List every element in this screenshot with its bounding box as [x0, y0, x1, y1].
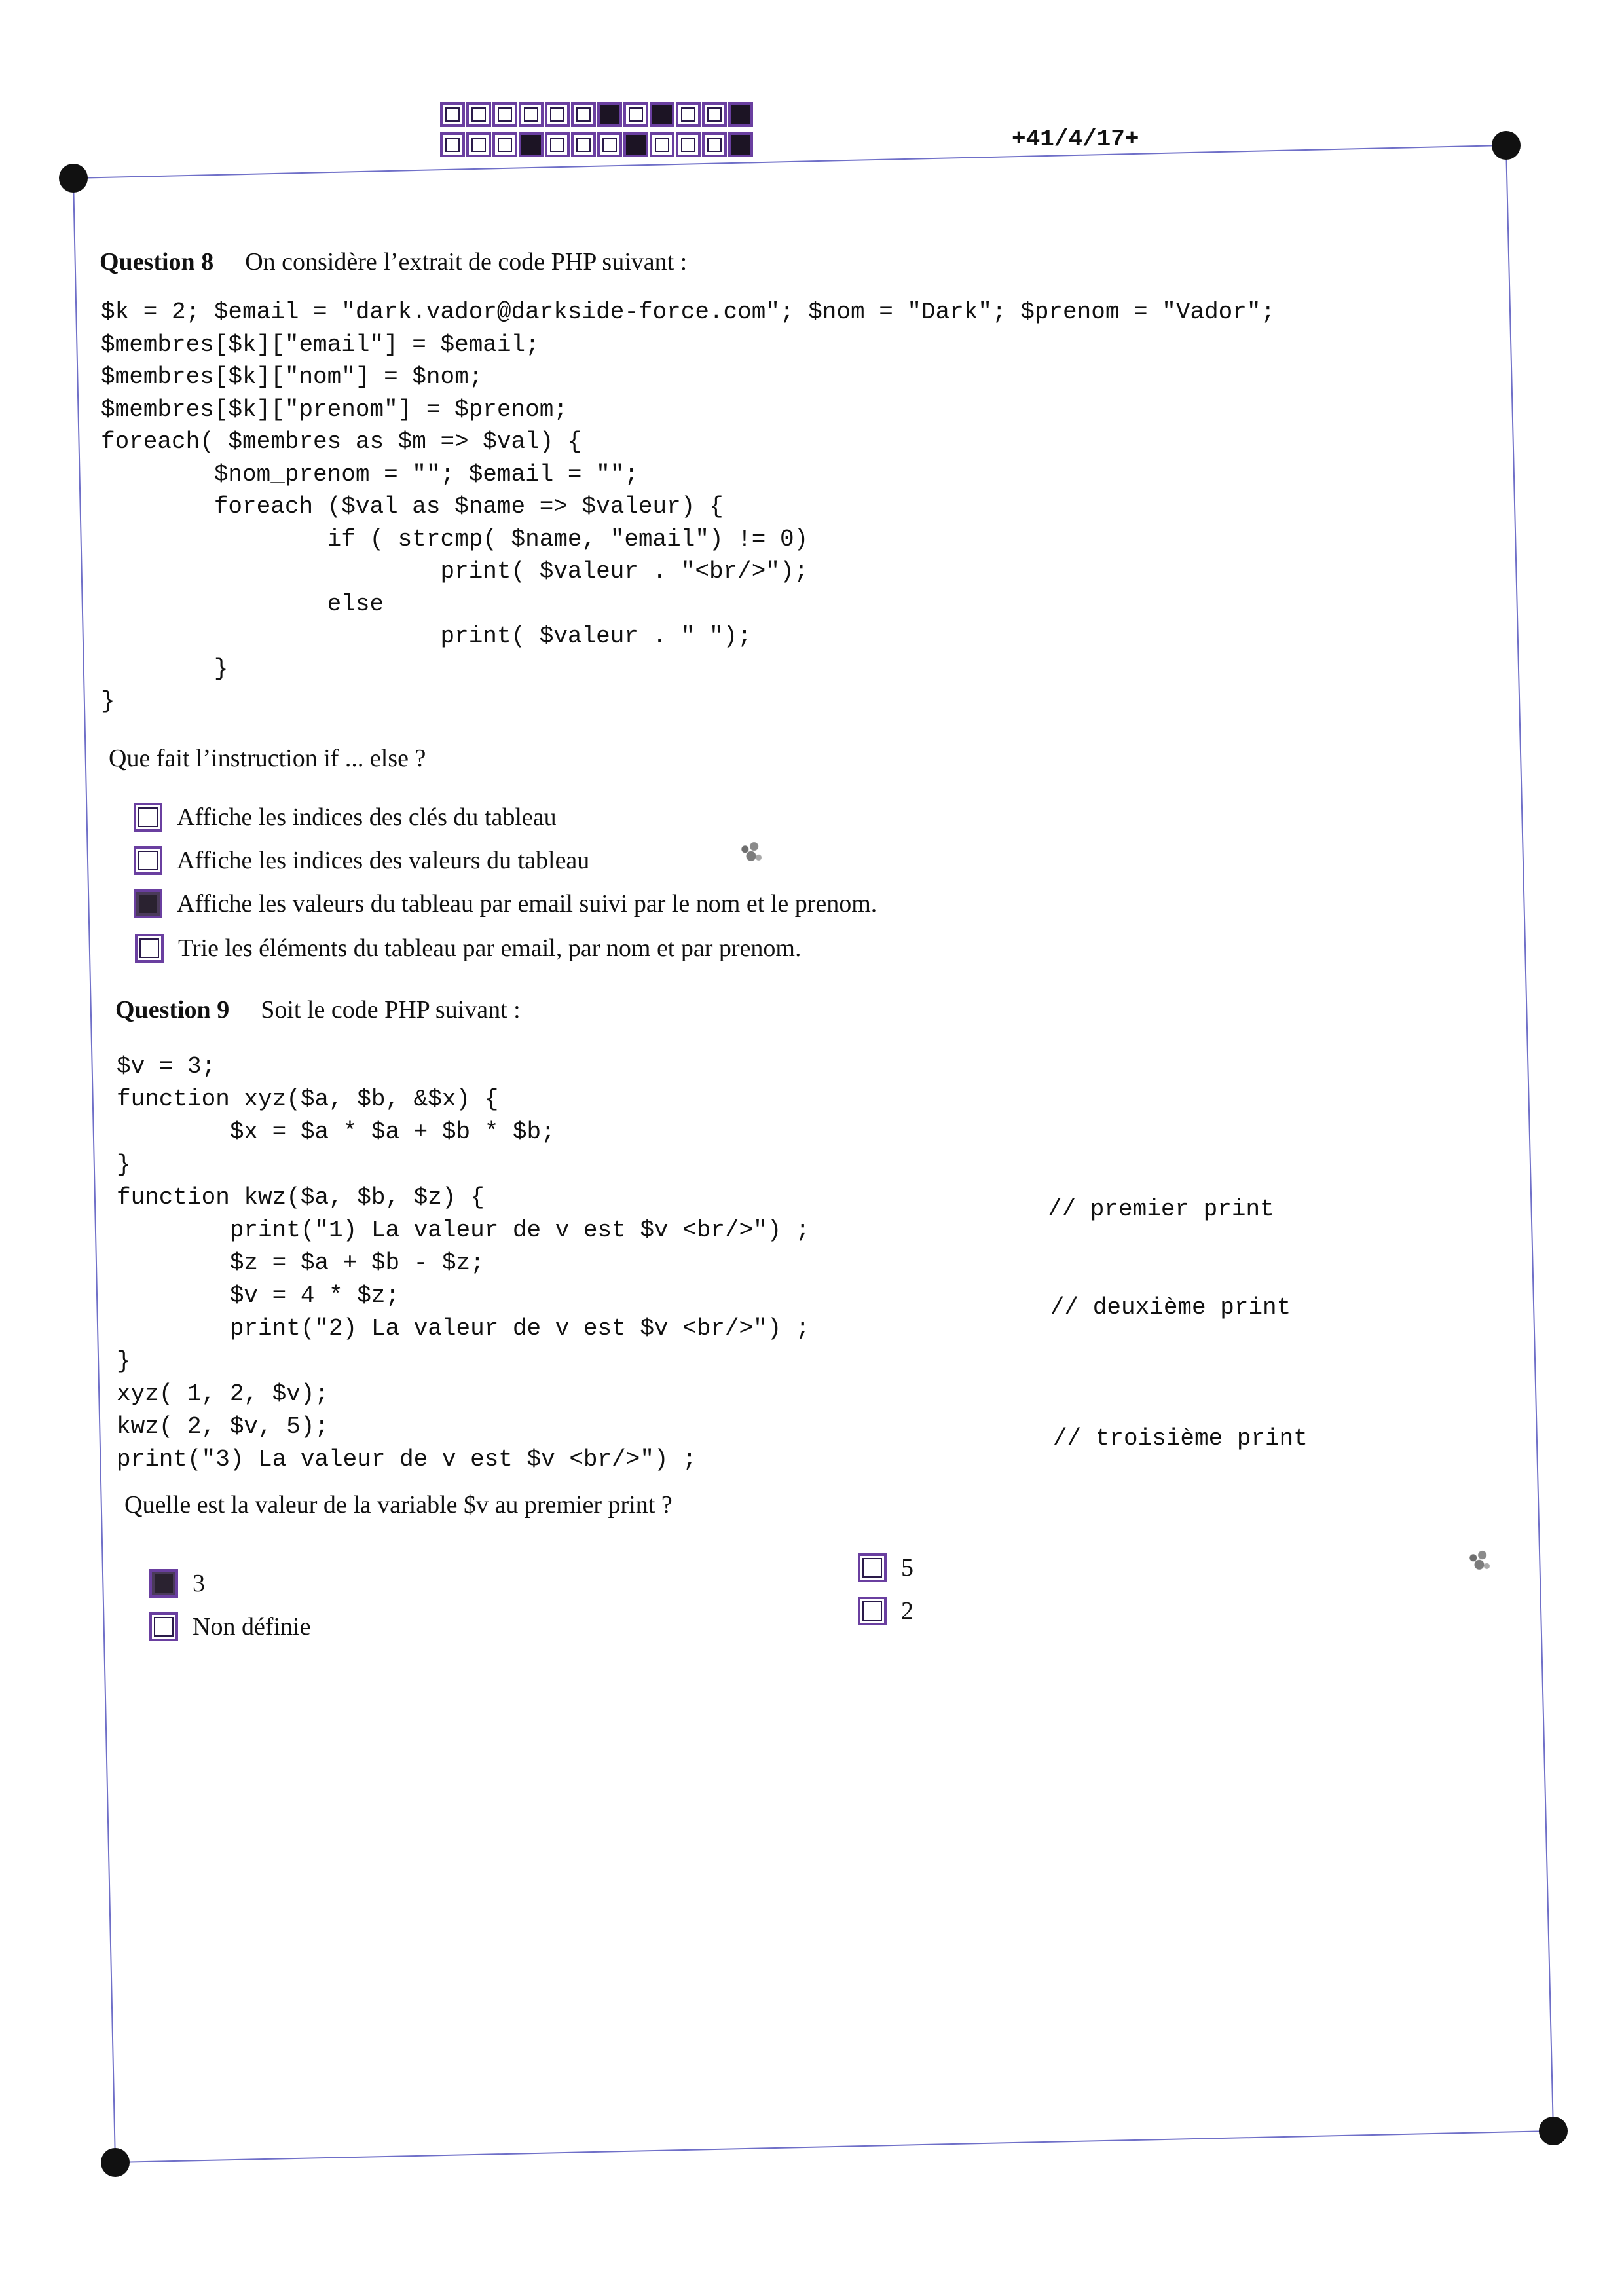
question-8-code: $k = 2; $email = "dark.vador@darkside-force.com"; $nom = "Dark"; $prenom = "Vador"; $membres[$k]["email"] = $email; $membres[$k]["nom"] = $nom; $membres[$k]["prenom"] = $prenom; foreach( $membres as $m => $val) { $nom_prenom = ""; $email = ""; foreach ($val as $name => $valeur) { if ( strcmp( $name, "email") != 0) print( $valeur . "<br/>"); else print( $valeur . " "); } }: [101, 299, 1276, 714]
question-8-label: Question 8: [100, 248, 214, 276]
question-9-answer-1[interactable]: [149, 1569, 205, 1598]
id-box-r2-2[interactable]: [466, 132, 491, 157]
question-8-answer-1[interactable]: [134, 803, 557, 832]
question-9-answer-3[interactable]: [858, 1553, 913, 1582]
id-box-r2-7[interactable]: [597, 132, 622, 157]
corner-mark-top-left: [59, 164, 88, 193]
question-8-answer-3[interactable]: [134, 889, 877, 918]
id-box-r2-8[interactable]: [623, 132, 648, 157]
id-box-r2-9[interactable]: [650, 132, 674, 157]
q9-answer-label-2: Non définie: [193, 1613, 311, 1640]
frame-right-line: [1506, 145, 1553, 2131]
id-box-r2-6[interactable]: [571, 132, 596, 157]
q9-answer-label-4: 2: [901, 1597, 913, 1625]
id-box-r1-7[interactable]: [597, 102, 622, 127]
q9-checkbox-3[interactable]: [858, 1553, 887, 1582]
q8-answer-label-3: Affiche les valeurs du tableau par email suivi par le nom et le prenom.: [177, 890, 877, 917]
id-box-r2-4[interactable]: [519, 132, 544, 157]
id-box-r1-5[interactable]: [545, 102, 570, 127]
question-8-answer-4[interactable]: [135, 934, 801, 963]
id-box-r2-12[interactable]: [728, 132, 753, 157]
id-box-r1-8[interactable]: [623, 102, 648, 127]
id-box-r1-11[interactable]: [702, 102, 727, 127]
question-9-intro: Soit le code PHP suivant :: [261, 996, 521, 1024]
id-box-r1-1[interactable]: [440, 102, 465, 127]
q8-answer-label-1: Affiche les indices des clés du tableau: [177, 804, 557, 831]
page-code: +41/4/17+: [1012, 126, 1139, 153]
question-8-title: [100, 248, 687, 276]
q8-answer-label-2: Affiche les indices des valeurs du tableau: [177, 847, 590, 874]
id-box-r1-6[interactable]: [571, 102, 596, 127]
student-id-row-2: [440, 132, 754, 157]
id-box-r2-3[interactable]: [492, 132, 517, 157]
frame-bottom-line: [115, 2131, 1553, 2162]
question-8-prompt: Que fait l’instruction if ... else ?: [109, 745, 426, 772]
q9-checkbox-2[interactable]: [149, 1612, 178, 1641]
question-9-answer-2[interactable]: [149, 1612, 310, 1641]
q8-checkbox-1[interactable]: [134, 803, 162, 832]
frame-top-line: [73, 145, 1506, 178]
question-9-answer-4[interactable]: [858, 1597, 913, 1625]
q9-answer-label-3: 5: [901, 1554, 913, 1582]
q9-answer-label-1: 3: [193, 1570, 205, 1597]
question-9-code: $v = 3; function xyz($a, $b, &$x) { $x = $a * $a + $b * $b; } function kwz($a, $b, $z) { print("1) La valeur de v est $v <br/>") ; $z = $a + $b - $z; $v = 4 * $z; print("2) La valeur de v est $v <br/>") ; } xyz( 1, 2, $v); kwz( 2, $v, 5); print("3) La valeur de v est $v <br/>") ;: [117, 1053, 810, 1473]
id-box-r1-2[interactable]: [466, 102, 491, 127]
id-box-r1-10[interactable]: [676, 102, 701, 127]
question-8-answer-2[interactable]: [134, 846, 589, 875]
id-box-r1-3[interactable]: [492, 102, 517, 127]
question-9-label: Question 9: [115, 996, 230, 1024]
corner-mark-bottom-left: [101, 2148, 130, 2177]
q9-checkbox-1[interactable]: [149, 1569, 178, 1598]
comment-premier-print: // premier print: [1048, 1196, 1274, 1223]
q9-checkbox-4[interactable]: [858, 1597, 887, 1625]
question-8-intro: On considère l’extrait de code PHP suivant :: [245, 248, 688, 276]
id-box-r2-10[interactable]: [676, 132, 701, 157]
id-box-r2-5[interactable]: [545, 132, 570, 157]
corner-mark-bottom-right: [1539, 2117, 1568, 2145]
q8-answer-label-4: Trie les éléments du tableau par email, par nom et par prenom.: [178, 935, 802, 962]
id-box-r2-1[interactable]: [440, 132, 465, 157]
student-id-row-1: [440, 102, 754, 127]
comment-deuxieme-print: // deuxième print: [1050, 1294, 1291, 1321]
question-9-title: [115, 995, 521, 1024]
id-box-r1-12[interactable]: [728, 102, 753, 127]
q8-checkbox-4[interactable]: [135, 934, 164, 963]
scan-smudge-1: [736, 838, 766, 866]
corner-mark-top-right: [1492, 131, 1521, 160]
id-box-r1-4[interactable]: [519, 102, 544, 127]
scan-smudge-2: [1464, 1547, 1494, 1574]
q8-checkbox-3[interactable]: [134, 889, 162, 918]
id-box-r1-9[interactable]: [650, 102, 674, 127]
comment-troisieme-print: // troisième print: [1053, 1425, 1308, 1452]
question-9-prompt: Quelle est la valeur de la variable $v au premier print ?: [124, 1491, 673, 1519]
id-box-r2-11[interactable]: [702, 132, 727, 157]
q8-checkbox-2[interactable]: [134, 846, 162, 875]
